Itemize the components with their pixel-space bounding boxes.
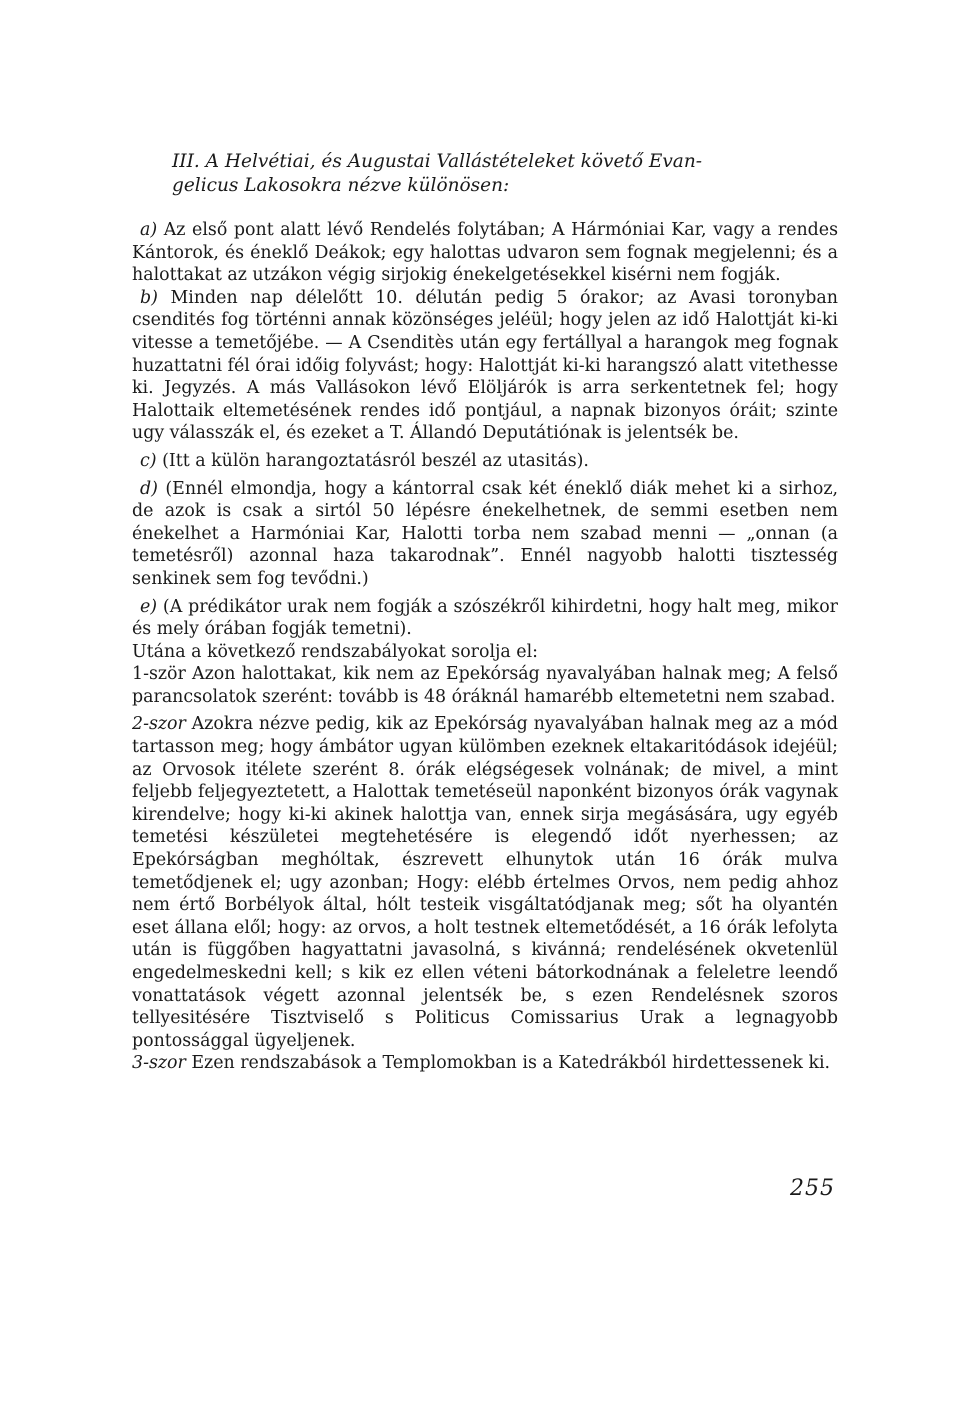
paragraph-c-text: (Itt a külön harangoztatásról beszél az utasitás). bbox=[162, 450, 589, 471]
paragraph-a-label: a) bbox=[140, 220, 158, 240]
rule-third-text: Ezen rendszabások a Templomokban is a Katedrákból hirdettessenek ki. bbox=[191, 1053, 831, 1074]
paragraph-c-label: c) bbox=[140, 450, 157, 471]
heading-line-1: III. A Helvétiai, és Augustai Vallástételeket követő Evan- bbox=[172, 151, 702, 172]
page-number: 255 bbox=[790, 1176, 835, 1201]
rule-first-text: Azon halottakat, kik nem az Epekórság nyavalyában halnak meg; A felső parancsolatok szerént: tovább is 48 óráknál hamarébb eltemetetni nem szabad. bbox=[132, 664, 839, 707]
paragraph-d-label: d) bbox=[140, 478, 158, 499]
rule-first bbox=[132, 663, 838, 708]
section-heading bbox=[132, 150, 838, 198]
paragraph-d bbox=[132, 478, 838, 591]
rule-second-label: 2-szor bbox=[132, 714, 186, 735]
paragraph-a-text: Az első pont alatt lévő Rendelés folytában; A Hármóniai Kar, vagy a rendes Kántorok, és éneklő Deákok; egy halottas udvaron sem fognak megjelenni; és a halottakat az utzákon végig sirjokig énekelgetésekkel kisérni nem fogják. bbox=[132, 220, 838, 286]
paragraph-e-label: e) bbox=[140, 596, 158, 617]
paragraph-e bbox=[132, 596, 838, 641]
heading-line-2: gelicus Lakosokra nézve különösen: bbox=[172, 175, 510, 196]
paragraph-b-text: Minden nap délelőtt 10. délután pedig 5 órakor; az Avasi toronyban csendités fog történni annak közönséges jeléül; hogy jelen az idő Halottját ki-ki vitesse a temetőjébe. — A Csenditès után egy fertállyal a harangok meg fognak huzattatni fél órai időig folyvást; hogy: Halottját ki-ki harangszó alatt vitethesse ki. Jegyzés. A más Vallásokon lévő Elöljárók is arra serkentetnek fel; hogy Halottaik eltemetésének rendes idő pontjául, a napnak bizonyos óráit; szinte ugy válasszák el, és ezeket a T. Állandó Deputátiónak is jelentsék be. bbox=[132, 287, 838, 444]
rule-second-text: Azokra nézve pedig, kik az Epekórság nyavalyában halnak meg az a mód tartasson meg; hogy ámbátor ugyan külömben ezeknek eltakaritódások idejéül; az Orvosok itélete szerént 8. órák elégségesek volnának; de mivel, a mint feljebb feljegyeztetett, a Halottak temetéseül naponként bizonyos órák vagynak kirendelve; hogy ki-ki akinek halottja van, ennek sirja megásására, ugy egyéb temetési készületei megtehetésére is elegendő időt nyerhessen; az Epekórságban meghóltak, észrevett elhunytok után 16 órák mulva temetődjenek el; ugy azonban; Hogy: elébb értelmes Orvos, nem pedig ahhoz nem értő Borbélyok által, hólt testeik visgáltatódjanak meg; sőt ha olyantén eset állana elől; hogy: az orvos, a holt testnek eltemetődését, a 16 órák lefolyta után is függőben hagyattatni javasolná, s kivánná; rendelésének okvetenlül engedelmeskedni kell; s kik ez ellen véteni bátorkodnának a feleletre leendő vonattatások végett azonnal jelentsék be, s ezen Rendelésnek szoros tellyesitésére Tisztviselő s Politicus Comissarius Urak a legnagyobb pontossággal ügyeljenek. bbox=[132, 714, 838, 1051]
paragraph-a bbox=[132, 219, 838, 287]
paragraph-c bbox=[132, 450, 838, 473]
rule-second bbox=[132, 713, 838, 1052]
paragraph-d-text: (Ennél elmondja, hogy a kántorral csak két éneklő diák mehet ki a sirhoz, de azok is csak a sirtól 50 lépésre énekelhetnek, de semmi esetben nem énekelhet a Harmóniai Kar, Halotti torba nem szabad menni — „onnan (a temetésről) azonnal haza takarodnak”. Ennél nagyobb halotti tisztesség senkinek sem fog tevődni.) bbox=[132, 478, 839, 589]
paragraph-e-text: (A prédikátor urak nem fogják a szószékről kihirdetni, hogy halt meg, mikor és mely órában fogják temetni). bbox=[132, 596, 838, 640]
text-block bbox=[132, 150, 838, 1075]
paragraph-b bbox=[132, 287, 838, 445]
rule-third bbox=[132, 1052, 838, 1075]
rule-third-label: 3-szor bbox=[132, 1053, 186, 1074]
paragraph-b-label: b) bbox=[140, 287, 158, 308]
rule-first-label: 1-ször bbox=[132, 664, 186, 685]
intro-line: Utána a következő rendszabályokat sorolja el: bbox=[132, 641, 539, 662]
